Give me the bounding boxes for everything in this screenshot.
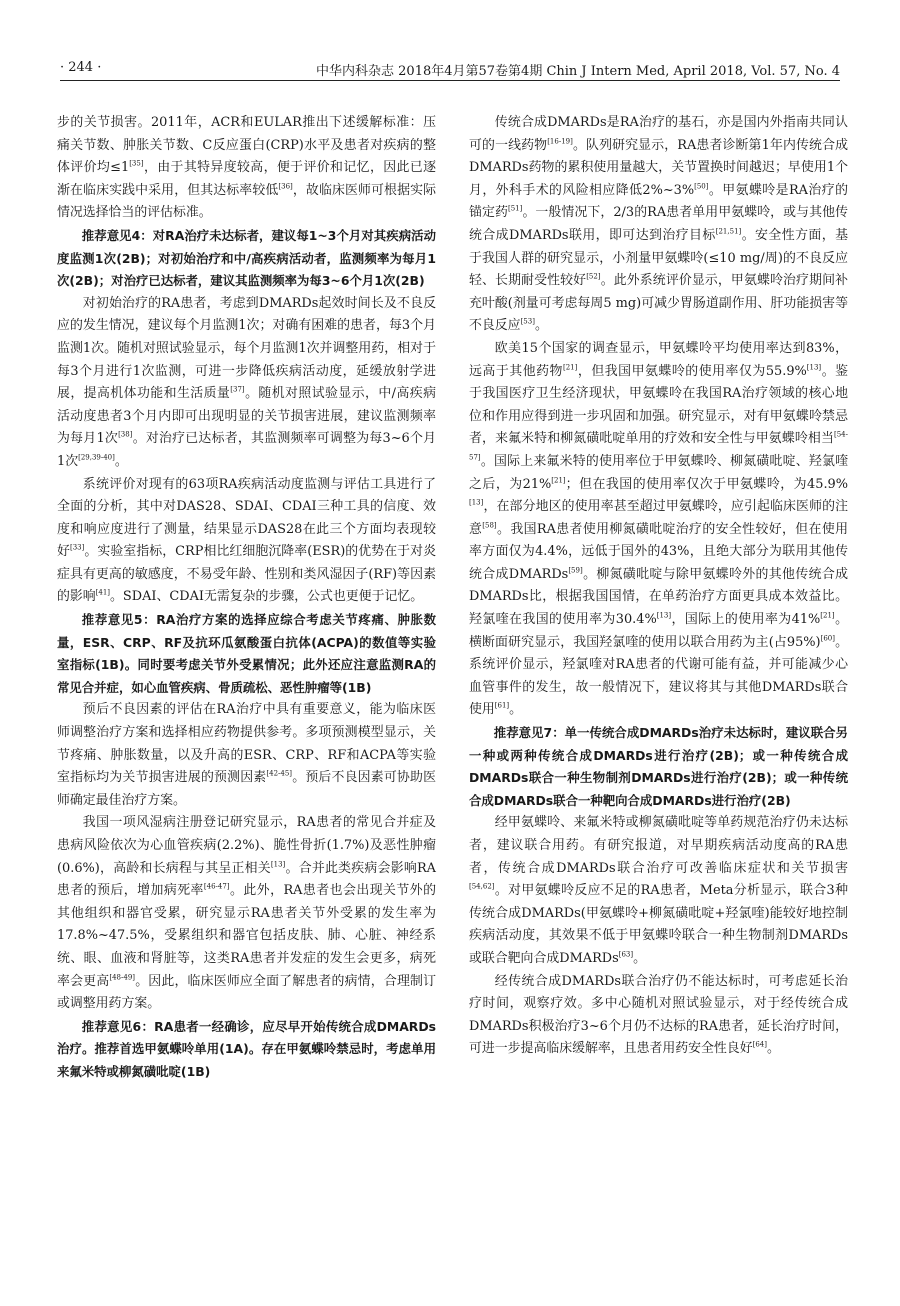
page-number: · 244 · bbox=[60, 60, 102, 75]
running-header bbox=[60, 58, 840, 81]
citation-superscript: [61] bbox=[494, 702, 510, 711]
paragraph-text: 预后不良因素的评估在RA治疗中具有重要意义，能为临床医师调整治疗方案和选择相应药物提供参考。多项预测模型显示，关节疼痛、肿胀数量，以及升高的ESR、CRP、RF和ACPA等实验室指标均为关节损害进展的预测因素 bbox=[57, 702, 436, 786]
paragraph-text: 。随机对照试验显示，中/高疾病活动度患者3个月内即可出现明显的关节损害进展，建议监测频率为每月1次 bbox=[57, 386, 437, 447]
journal-citation: 中华内科杂志 2018年4月第57卷第4期 Chin J Intern Med, April 2018, Vol. 57, No. 4 bbox=[316, 64, 840, 79]
body-paragraph bbox=[469, 338, 848, 722]
paragraph-text: 。我国RA患者使用柳氮磺吡啶治疗的安全性较好，但在使用率方面仅为4.4%，远低于国外的43%，且绝大部分为联用其他传统合成DMARDs bbox=[469, 521, 849, 582]
body-paragraph bbox=[57, 699, 436, 812]
paragraph-text: 。一般情况下，2/3的RA患者单用甲氨蝶呤，或与其他传统合成DMARDs联用，即可达到治疗目标 bbox=[469, 205, 849, 243]
citation-superscript: [60] bbox=[820, 634, 835, 643]
citation-superscript: [42-45] bbox=[266, 769, 293, 778]
citation-superscript: [41] bbox=[95, 589, 111, 598]
right-column bbox=[469, 112, 848, 1061]
paragraph-text: 经甲氨蝶呤、来氟米特或柳氮磺吡啶等单药规范治疗仍未达标者，建议联合用药。有研究报道，对早期疾病活动度高的RA患者，传统合成DMARDs联合治疗可改善临床症状和关节损害 bbox=[469, 815, 848, 876]
citation-superscript: [53] bbox=[520, 318, 535, 327]
citation-superscript: [58] bbox=[482, 521, 497, 530]
paragraph-text: 。实验室指标，CRP相比红细胞沉降率(ESR)的优势在于对炎症具有更高的敏感度，不易受年龄、性别和类风湿因子(RF)等因素的影响 bbox=[57, 544, 436, 605]
paragraph-text: 推荐意见7：单一传统合成DMARDs治疗未达标时，建议联合另一种或两种传统合成DMARDs进行治疗(2B)；或一种传统合成DMARDs联合一种生物制剂DMARDs进行治疗(2B)；或一种传统合成DMARDs联合一种靶向合成DMARDs进行治疗(2B) bbox=[469, 725, 848, 808]
citation-superscript: [63] bbox=[618, 950, 634, 959]
body-paragraph bbox=[469, 971, 848, 1061]
paragraph-text: 。对甲氨蝶呤反应不足的RA患者，Meta分析显示，联合3种传统合成DMARDs(甲氨蝶呤+柳氮磺吡啶+羟氯喹)能较好地控制疾病活动度，其效果不低于甲氨蝶呤联合一种生物制剂DMARDs或联合靶向合成DMARDs bbox=[469, 883, 848, 966]
paragraph-text: 推荐意见6：RA患者一经确诊，应尽早开始传统合成DMARDs治疗。推荐首选甲氨蝶呤单用(1A)。存在甲氨蝶呤禁忌时，考虑单用来氟米特或柳氮磺吡啶(1B) bbox=[57, 1018, 436, 1079]
paragraph-text: 经传统合成DMARDs联合治疗仍不能达标时，可考虑延长治疗时间，观察疗效。多中心随机对照试验显示，对于经传统合成DMARDs积极治疗3~6个月仍不达标的RA患者，延长治疗时间，可进一步提高临床缓解率，且患者用药安全性良好 bbox=[469, 973, 848, 1057]
paragraph-text: 。预后不良因素可协助医师确定最佳治疗方案。 bbox=[57, 770, 437, 808]
citation-superscript: [21] bbox=[551, 476, 566, 485]
paragraph-text: 。安全性方面，基于我国人群的研究显示，小剂量甲氨蝶呤(≤10 mg/周)的不良反应轻、长期耐受性较好 bbox=[469, 227, 849, 289]
citation-superscript: [54-57] bbox=[469, 431, 848, 462]
citation-superscript: [52] bbox=[586, 272, 601, 281]
paragraph-text: 。柳氮磺吡啶与除甲氨蝶呤外的其他传统合成DMARDs比，根据我国国情，在单药治疗方面更具成本效益比。羟氯喹在我国的使用率为30.4% bbox=[469, 566, 849, 628]
body-paragraph bbox=[469, 112, 848, 338]
paragraph-text: 。合并此类疾病会影响RA患者的预后，增加病死率 bbox=[57, 860, 436, 899]
paragraph-text: 。因此，临床医师应全面了解患者的病情，合理制订或调整用药方案。 bbox=[57, 973, 437, 1012]
paragraph-text: 步的关节损害。2011年，ACR和EULAR推出下述缓解标准：压痛关节数、肿胀关节数、C反应蛋白(CRP)水平及患者对疾病的整体评价均≤1 bbox=[57, 115, 436, 176]
citation-superscript: [38] bbox=[118, 431, 133, 440]
paragraph-text: 。国际上来氟米特的使用率位于甲氨蝶呤、柳氮磺吡啶、羟氯喹之后，为21% bbox=[469, 453, 848, 492]
paragraph-text: 。 bbox=[534, 318, 548, 334]
recommendation-paragraph bbox=[57, 1016, 436, 1084]
citation-superscript: [48-49] bbox=[109, 973, 136, 982]
paragraph-text: 。 bbox=[766, 1041, 780, 1057]
paragraph-text: 推荐意见4：对RA治疗未达标者，建议每1~3个月对其疾病活动度监测1次(2B)；对初始治疗和中/高疾病活动者，监测频率为每月1次(2B)；对治疗已达标者，建议其监测频率为每3~6个月1次(2B) bbox=[57, 227, 436, 289]
paragraph-text: ；但在我国的使用率仅次于甲氨蝶呤，为45.9% bbox=[565, 476, 848, 492]
left-column bbox=[57, 112, 436, 1084]
paragraph-text: 系统评价对现有的63项RA疾病活动度监测与评估工具进行了全面的分析，其中对DAS28、SDAI、CDAI三种工具的信度、效度和响应度进行了测量，结果显示DAS28在此三个方面均表现较好 bbox=[57, 476, 436, 560]
recommendation-paragraph bbox=[57, 225, 436, 293]
citation-superscript: [64] bbox=[752, 1041, 767, 1050]
citation-superscript: [37] bbox=[230, 385, 245, 394]
citation-superscript: [54,62] bbox=[469, 882, 495, 891]
citation-superscript: [21] bbox=[562, 363, 578, 372]
paragraph-text: 我国一项风湿病注册登记研究显示，RA患者的常见合并症及患病风险依次为心血管疾病(2.2%)、脆性骨折(1.7%)及恶性肿瘤(0.6%)，高龄和长病程与其呈正相关 bbox=[57, 815, 436, 876]
citation-superscript: [36] bbox=[278, 182, 293, 191]
recommendation-paragraph bbox=[57, 609, 436, 699]
citation-superscript: [13] bbox=[656, 611, 672, 620]
body-paragraph bbox=[57, 812, 436, 1015]
citation-superscript: [50] bbox=[694, 182, 709, 191]
citation-superscript: [21,51] bbox=[715, 227, 742, 236]
body-paragraph bbox=[57, 474, 436, 610]
paragraph-text: 。横断面研究显示，我国羟氯喹的使用以联合用药为主(占95%) bbox=[469, 612, 848, 650]
paragraph-text: 。甲氨蝶呤是RA治疗的锚定药 bbox=[469, 182, 848, 221]
paragraph-text: 。SDAI、CDAI无需复杂的步骤，公式也更便于记忆。 bbox=[110, 589, 424, 605]
body-paragraph bbox=[469, 812, 848, 970]
citation-superscript: [16-19] bbox=[547, 137, 573, 146]
paragraph-text: 推荐意见5：RA治疗方案的选择应综合考虑关节疼痛、肿胀数量，ESR、CRP、RF及抗环瓜氨酸蛋白抗体(ACPA)的数值等实验室指标(1B)。同时要考虑关节外受累情况；此外还应注意监测RA的常见合并症，如心血管疾病、骨质疏松、恶性肿瘤等(1B) bbox=[57, 612, 436, 695]
citation-superscript: [21] bbox=[820, 611, 835, 620]
paragraph-text: 。系统评价显示，羟氯喹对RA患者的代谢可能有益，并可能减少心血管事件的发生，故一般情况下，建议将其与其他DMARDs联合使用 bbox=[469, 634, 848, 718]
paragraph-text: 。对治疗已达标者，其监测频率可调整为每3~6个月1次 bbox=[57, 431, 437, 469]
paragraph-text: ，国际上的使用率为41% bbox=[671, 612, 821, 628]
recommendation-paragraph bbox=[469, 722, 848, 812]
citation-superscript: [13] bbox=[806, 363, 822, 372]
citation-superscript: [35] bbox=[129, 159, 144, 168]
paragraph-text: ，故临床医师可根据实际情况选择恰当的评估标准。 bbox=[57, 182, 437, 221]
paragraph-text: ，但我国甲氨蝶呤的使用率仅为55.9% bbox=[577, 363, 807, 379]
paragraph-text: 对初始治疗的RA患者，考虑到DMARDs起效时间长及不良反应的发生情况，建议每个月监测1次；对确有困难的患者，每3个月监测1次。随机对照试验显示，每个月监测1次并调整用药，相对于每3个月进行1次监测，可进一步降低疾病活动度，延缓放射学进展，提高机体功能和生活质量 bbox=[57, 295, 436, 402]
citation-superscript: [51] bbox=[507, 205, 523, 214]
paragraph-text: ，在部分地区的使用率甚至超过甲氨蝶呤，应引起临床医师的注意 bbox=[469, 499, 848, 537]
citation-superscript: [13] bbox=[270, 860, 286, 869]
citation-superscript: [33] bbox=[69, 543, 85, 552]
paragraph-text: 。 bbox=[509, 702, 523, 718]
paragraph-text: 。 bbox=[114, 453, 128, 469]
citation-superscript: [13] bbox=[469, 498, 484, 507]
citation-superscript: [29,39-40] bbox=[78, 453, 115, 462]
citation-superscript: [46-47] bbox=[203, 882, 230, 891]
paragraph-text: 。此外系统评价显示，甲氨蝶呤治疗期间补充叶酸(剂量可考虑每周5 mg)可减少胃肠道副作用、肝功能损害等不良反应 bbox=[469, 273, 849, 334]
paragraph-text: 传统合成DMARDs是RA治疗的基石，亦是国内外指南共同认可的一线药物 bbox=[469, 115, 848, 153]
paragraph-text: 。此外，RA患者也会出现关节外的其他组织和器官受累，研究显示RA患者关节外受累的发生率为17.8%~47.5%，受累组织和器官包括皮肤、肺、心脏、神经系统、眼、血液和肾脏等，这类RA患者并发症的发生会更多，病死率会更高 bbox=[57, 883, 437, 989]
body-paragraph bbox=[57, 112, 436, 225]
paragraph-text: ，由于其特异度较高，便于评价和记忆，因此已逐渐在临床实践中采用，但其达标率较低 bbox=[57, 160, 437, 198]
paragraph-text: 。 bbox=[633, 950, 646, 966]
paragraph-text: 。鉴于我国医疗卫生经济现状，甲氨蝶呤在我国RA治疗领域的核心地位和作用应得到进一步巩固和加强。研究显示，对有甲氨蝶呤禁忌者，来氟米特和柳氮磺吡啶单用的疗效和安全性与甲氨蝶呤相当 bbox=[469, 363, 849, 447]
paragraph-text: 欧美15个国家的调查显示，甲氨蝶呤平均使用率达到83%，远高于其他药物 bbox=[469, 340, 848, 379]
citation-superscript: [59] bbox=[568, 566, 583, 575]
paragraph-text: 。队列研究显示，RA患者诊断第1年内传统合成DMARDs药物的累积使用量越大，关节置换时间越迟；早使用1个月，外科手术的风险相应降低2%~3% bbox=[469, 137, 848, 198]
body-paragraph bbox=[57, 293, 436, 474]
